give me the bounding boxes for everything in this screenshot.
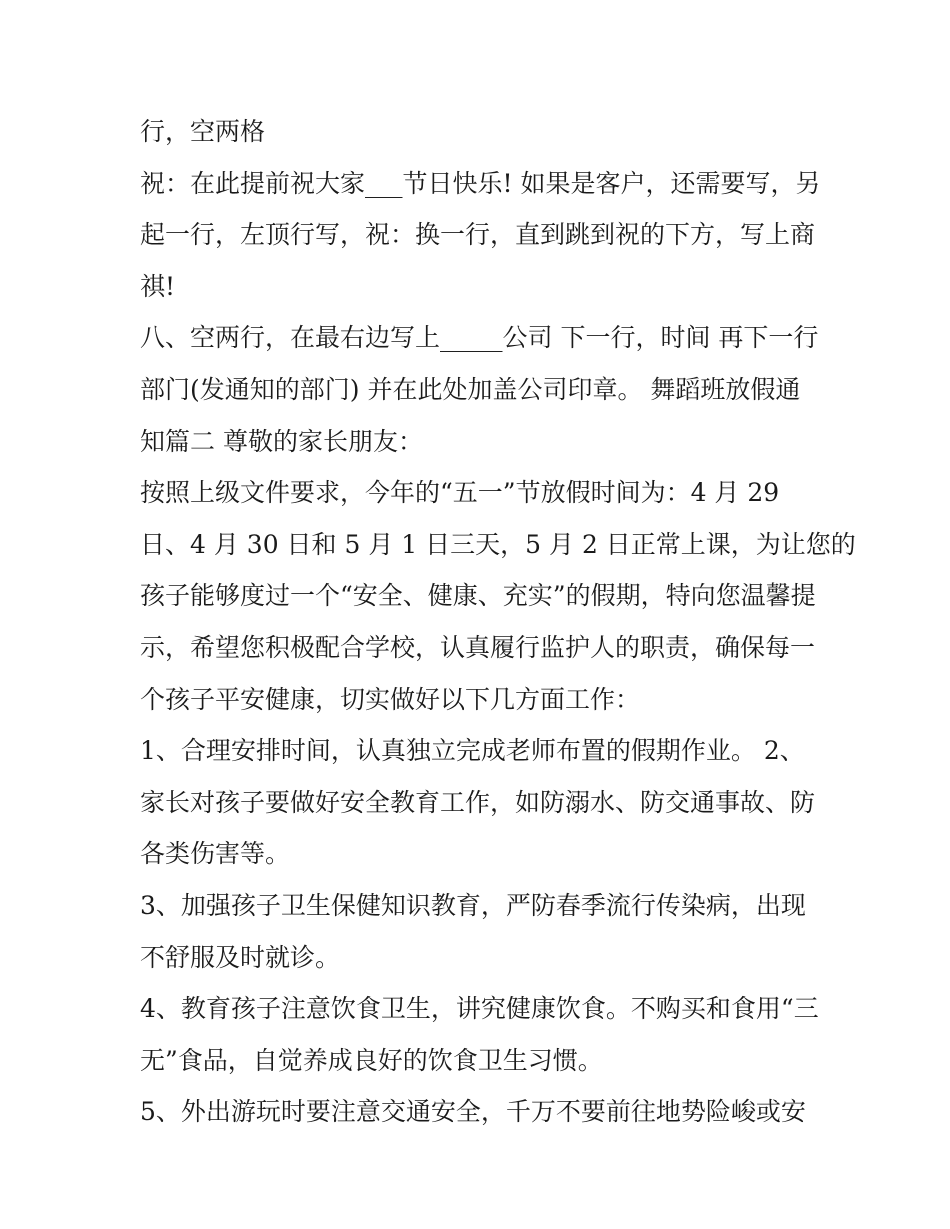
text-line: 个孩子平安健康，切实做好以下几方面工作： <box>140 684 641 714</box>
text-line: 各类伤害等。 <box>140 839 291 869</box>
text-line: 日、4 月 30 日和 5 月 1 日三天，5 月 2 日正常上课，为让您的 <box>140 529 856 559</box>
text-line: 1、合理安排时间，认真独立完成老师布置的假期作业。 2、 <box>140 736 805 766</box>
text-line: 无”食品，自觉养成良好的饮食卫生习惯。 <box>140 1045 603 1075</box>
text-line: 按照上级文件要求，今年的“五一”节放假时间为：4 月 29 <box>140 478 780 508</box>
text-line: 不舒服及时就诊。 <box>140 942 341 972</box>
text-line: 八、空两行，在最右边写上_____公司 下一行，时间 再下一行 <box>140 323 819 353</box>
text-line: 示，希望您积极配合学校，认真履行监护人的职责，确保每一 <box>140 632 816 662</box>
text-line: 3、加强孩子卫生保健知识教育，严防春季流行传染病，出现 <box>140 890 806 920</box>
text-line: 家长对孩子要做好安全教育工作，如防溺水、防交通事故、防 <box>140 787 816 817</box>
text-line: 祺! <box>140 271 176 301</box>
text-line: 部门(发通知的部门) 并在此处加盖公司印章。 舞蹈班放假通 <box>140 374 801 404</box>
text-line: 孩子能够度过一个“安全、健康、充实”的假期，特向您温馨提 <box>140 581 816 611</box>
document-body <box>140 106 856 1138</box>
text-line: 祝：在此提前祝大家___节日快乐! 如果是客户，还需要写，另 <box>140 168 821 198</box>
text-line: 起一行，左顶行写，祝：换一行，直到跳到祝的下方，写上商 <box>140 220 816 250</box>
text-line: 行，空两格 <box>140 117 266 146</box>
text-line: 知篇二 尊敬的家长朋友： <box>140 426 423 456</box>
text-line: 4、教育孩子注意饮食卫生，讲究健康饮食。不购买和食用“三 <box>140 994 819 1024</box>
text-line: 5、外出游玩时要注意交通安全，千万不要前往地势险峻或安 <box>140 1097 806 1127</box>
